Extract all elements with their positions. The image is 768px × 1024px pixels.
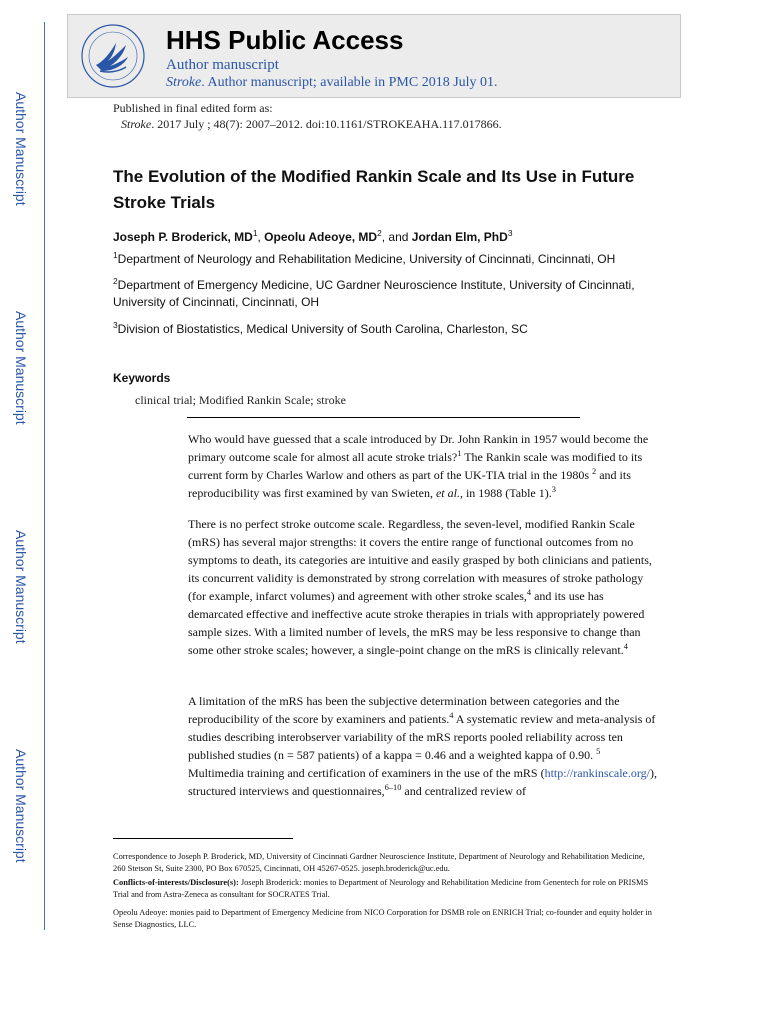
conflicts-footnote: Conflicts-of-interests/Disclosure(s): Joseph Broderick: monies to Department of Neurology and Rehabilitation Medicine from Genentech for role on PRISMS Trial and from Astra-Zeneca as consultant for SOCRATES Trial. (113, 878, 649, 899)
hhs-header (67, 14, 681, 98)
published-notice: Published in final edited form as: Stroke. 2017 July ; 48(7): 2007–2012. doi:10.1161/STROKEAHA.117.017866. (113, 101, 502, 131)
disclosure-footnote: Opeolu Adeoye: monies paid to Department of Emergency Medicine from NICO Corporation for DSMB role on ENRICH Trial; co-founder and equity holder in Sense Diagnostics, LLC. (113, 908, 652, 929)
side-rule (44, 22, 45, 930)
author-manuscript-label: Author Manuscript (13, 749, 29, 863)
author-manuscript-subtitle: Author manuscript (166, 57, 279, 73)
body-paragraph: There is no perfect stroke outcome scale. Regardless, the seven-level, modified Rankin Scale (mRS) has several major strengths: it covers the entire range of functional outcomes from no symptoms to death, its categories are intuitive and easily grasped by both clinicians and patients, its concurrent validity is demonstrated by strong correlation with measures of stroke pathology (for example, infarct volumes) and agreement with other stroke scales,$^4$ and its use has demarcated effective and ineffective acute stroke therapies in trials with appropriately powered sample sizes. With a limited number of levels, the mRS may be less responsive to change than some other stroke scales; however, a single-point change on the mRS is clinically relevant.$^4$ (188, 517, 652, 657)
body-paragraph: Who would have guessed that a scale introduced by Dr. John Rankin in 1957 would become the primary outcome scale for almost all acute stroke trials?$^1$ The Rankin scale was modified to its current form by Charles Warlow and others as part of the UK-TIA trial in the 1980s $^2$ and its reproducibility was first examined by van Swieten, et al., in 1988 (Table 1).$^3$ (188, 432, 649, 500)
keywords-list: clinical trial; Modified Rankin Scale; stroke (135, 393, 346, 407)
author-manuscript-label: Author Manuscript (13, 530, 29, 644)
affiliation: $^2$Department of Emergency Medicine, UC Gardner Neuroscience Institute, University of Cincinnati, University of Cincinnati, Cincinnati, OH (113, 276, 635, 309)
affiliation: $^3$Division of Biostatistics, Medical University of South Carolina, Charleston, SC (113, 320, 528, 336)
journal-availability: Stroke. Author manuscript; available in PMC 2018 July 01. (166, 75, 498, 90)
journal-name: Stroke (166, 75, 202, 90)
rankinscale-link[interactable]: http://rankinscale.org/ (544, 766, 650, 780)
author-manuscript-label: Author Manuscript (13, 92, 29, 206)
article-title: The Evolution of the Modified Rankin Scale and Its Use in Future Stroke Trials (113, 167, 635, 212)
hhs-eagle-logo-icon (78, 21, 148, 91)
author-list: Joseph P. Broderick, $MD^1$, Opeolu Adeoye, $MD^2$, and Jordan Elm, PhD$^3$ (113, 228, 513, 244)
citation: Stroke. 2017 July ; 48(7): 2007–2012. doi:10.1161/STROKEAHA.117.017866. (121, 117, 502, 131)
affiliation: $^1$Department of Neurology and Rehabilitation Medicine, University of Cincinnati, Cincinnati, OH (113, 250, 616, 266)
hhs-title: HHS Public Access (166, 25, 404, 55)
correspondence-footnote: Correspondence to Joseph P. Broderick, MD, University of Cincinnati Gardner Neuroscience Institute, Department of Neurology and Rehabilitation Medicine, 260 Stetson St, Suite 2300, PO Box 670525, Cincinnati, OH 45267-0525. joseph.broderick@uc.edu. (113, 852, 645, 873)
author-manuscript-label: Author Manuscript (13, 311, 29, 425)
section-divider (187, 417, 580, 418)
keywords-heading: Keywords (113, 371, 171, 385)
footnote-rule (113, 838, 293, 839)
body-paragraph: A limitation of the mRS has been the subjective determination between categories and the reproducibility of the score by examiners and patients.$^4$ A systematic review and meta-analysis of studies describing interobserver variability of the mRS reports pooled reliability across ten published studies (n = 587 patients) of a kappa = 0.46 and a weighted kappa of 0.90. $^5$ Multimedia training and certification of examiners in the use of the mRS (http://rankinscale.org/), structured interviews and questionnaires,$^{6-10}$ and centralized review of (188, 694, 657, 798)
